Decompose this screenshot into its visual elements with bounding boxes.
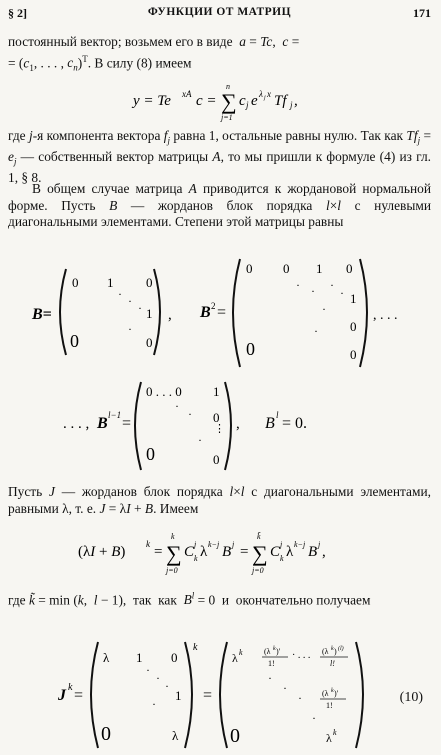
- svg-text:λ: λ: [232, 651, 238, 665]
- svg-text:k−j: k−j: [208, 540, 220, 549]
- svg-text:0: 0: [230, 725, 240, 747]
- svg-text:k: k: [171, 532, 175, 541]
- svg-text:C: C: [184, 544, 195, 560]
- svg-text:j: j: [246, 100, 249, 110]
- svg-text:j=1: j=1: [221, 113, 233, 122]
- svg-text:∑: ∑: [252, 541, 268, 566]
- svg-text:0: 0: [350, 319, 357, 334]
- svg-text:k: k: [239, 648, 243, 657]
- svg-text:)′: )′: [334, 689, 339, 698]
- svg-text:⋮: ⋮: [214, 423, 225, 435]
- svg-text:λ: λ: [200, 544, 208, 560]
- svg-text:0 . . . 0: 0 . . . 0: [146, 384, 182, 399]
- svg-text:∑: ∑: [166, 541, 182, 566]
- svg-text:=: =: [154, 544, 163, 560]
- svg-text:k: k: [68, 682, 73, 693]
- svg-text:0: 0: [283, 261, 290, 276]
- svg-text:l−1: l−1: [108, 410, 122, 420]
- svg-text:1: 1: [136, 650, 143, 665]
- paragraph-5: [8, 588, 431, 609]
- svg-text:1: 1: [316, 261, 323, 276]
- jordan-block-matrix: [91, 642, 212, 748]
- svg-text:xA: xA: [182, 89, 192, 99]
- svg-text:=: =: [240, 544, 249, 560]
- svg-text:j: j: [194, 540, 197, 549]
- svg-text:1: 1: [350, 291, 357, 306]
- svg-text:l: l: [276, 410, 279, 420]
- svg-text:k: k: [146, 539, 150, 549]
- svg-text:Tf: Tf: [274, 93, 287, 109]
- svg-text:y = Te: y = Te: [133, 93, 171, 109]
- svg-text:·: ·: [330, 278, 334, 292]
- svg-text:B: B: [222, 544, 232, 560]
- svg-text:0: 0: [246, 339, 255, 359]
- svg-text:·: ·: [314, 324, 318, 338]
- svg-text:1: 1: [213, 384, 220, 399]
- svg-text:1!: 1!: [326, 701, 333, 710]
- paragraph-2: [8, 128, 431, 187]
- svg-text:·: ·: [165, 679, 169, 693]
- paragraph-1: [8, 34, 431, 76]
- svg-text:0: 0: [146, 335, 153, 350]
- paragraph-5-text: где k̃ = min (k, l − 1), так как $B^l = 0$ и окончательно получаем: [8, 591, 371, 608]
- equation-b-l-zero: [265, 410, 307, 432]
- matrix-b-l-minus-1: [63, 382, 240, 470]
- svg-text:·: ·: [296, 278, 300, 292]
- section-ref: § 2]: [8, 6, 27, 20]
- equation-1-svg: [0, 78, 441, 122]
- svg-text:j: j: [318, 540, 321, 549]
- svg-text:∑: ∑: [221, 89, 237, 114]
- svg-text:·: ·: [138, 301, 142, 315]
- svg-text:λ: λ: [103, 650, 110, 665]
- svg-text:k: k: [280, 554, 284, 563]
- paragraph-3-text: В общем случае матрица A приводится к жордановой нормальной форме. Пусть B — жорданов блок порядка l×l с нулевыми диагональными элементами. Степени этой матрицы равны: [8, 181, 432, 229]
- svg-text:. . . ,: . . . ,: [63, 416, 90, 432]
- svg-text:0: 0: [101, 723, 111, 745]
- svg-text:): ): [334, 647, 337, 656]
- paragraph-2-text: где j-я компонента вектора $f_j$ равна 1, остальные равны нулю. Так как $Tf_j = e_j$ — собственный вектор матрицы A, то мы пришли к формуле (4) из гл. 1, § 8.: [8, 128, 432, 186]
- svg-text:, . . .: , . . .: [373, 308, 398, 323]
- svg-text:0: 0: [146, 444, 155, 464]
- paragraph-3: [8, 181, 431, 231]
- svg-text:e: e: [251, 93, 258, 109]
- equation-10: [0, 636, 441, 754]
- svg-text:B: B: [308, 544, 318, 560]
- svg-text:C: C: [270, 544, 281, 560]
- svg-text:k̃: k̃: [257, 532, 261, 541]
- page-number: 171: [413, 6, 431, 20]
- svg-text:·: ·: [188, 407, 192, 421]
- svg-text:·: ·: [283, 681, 287, 695]
- svg-text:1!: 1!: [268, 659, 275, 668]
- svg-text:1: 1: [107, 275, 114, 290]
- svg-text:(λ: (λ: [264, 647, 271, 656]
- jordan-power-matrix: [220, 642, 363, 748]
- svg-text:,: ,: [322, 544, 326, 560]
- svg-text:0: 0: [213, 410, 220, 425]
- svg-text:· . . .: · . . .: [292, 650, 311, 661]
- svg-text:,: ,: [236, 416, 240, 432]
- matrix-row-bl1: [0, 378, 441, 478]
- svg-text:k: k: [193, 642, 198, 653]
- svg-text:k: k: [273, 646, 276, 652]
- svg-text:j: j: [290, 100, 293, 110]
- equation-1: [0, 78, 441, 122]
- svg-text:j: j: [264, 95, 266, 101]
- running-header: [8, 6, 431, 24]
- svg-text:k−j: k−j: [294, 540, 306, 549]
- svg-text:0: 0: [246, 261, 253, 276]
- svg-text:2: 2: [211, 301, 216, 311]
- paragraph-4: [8, 484, 431, 517]
- svg-text:·: ·: [146, 663, 150, 677]
- svg-text:B: B: [97, 415, 108, 432]
- svg-text:c =: c =: [196, 93, 217, 109]
- equation-2: [0, 524, 441, 578]
- svg-text:·: ·: [128, 322, 132, 336]
- svg-text:·: ·: [311, 284, 315, 298]
- svg-text:J: J: [58, 687, 66, 704]
- svg-text:B=: B=: [32, 306, 52, 323]
- svg-text:j=0: j=0: [166, 566, 178, 575]
- svg-text:k: k: [331, 646, 334, 652]
- svg-text:B: B: [265, 415, 275, 432]
- svg-text:(l): (l): [338, 646, 344, 652]
- svg-text:,: ,: [168, 307, 172, 323]
- svg-text:0: 0: [346, 261, 353, 276]
- matrix-b2: [199, 259, 398, 367]
- svg-text:·: ·: [128, 294, 132, 308]
- svg-text:λ: λ: [259, 89, 263, 99]
- svg-text:k: k: [194, 554, 198, 563]
- running-title: ФУНКЦИИ ОТ МАТРИЦ: [147, 6, 292, 18]
- svg-text:·: ·: [118, 287, 122, 301]
- svg-text:·: ·: [268, 671, 272, 685]
- svg-text:·: ·: [175, 399, 179, 413]
- svg-text:=: =: [122, 415, 132, 432]
- svg-text:=: =: [74, 687, 84, 704]
- paragraph-1-line-1: постоянный вектор; возьмем его в виде a = Tc, c =: [8, 34, 300, 49]
- matrix-b: [31, 269, 172, 355]
- svg-text:·: ·: [198, 433, 202, 447]
- matrix-row-b-b2: [0, 255, 441, 375]
- svg-text:·: ·: [322, 302, 326, 316]
- svg-text:·: ·: [152, 697, 156, 711]
- svg-text:k: k: [333, 728, 337, 737]
- svg-text:0: 0: [171, 650, 178, 665]
- svg-text:λ: λ: [286, 544, 294, 560]
- svg-text:0: 0: [350, 347, 357, 362]
- svg-text:0: 0: [146, 275, 153, 290]
- svg-text:·: ·: [312, 711, 316, 725]
- svg-text:λ: λ: [326, 731, 332, 745]
- paragraph-1-line-2: = ($c_1$, . . . , $c_n)^T$. В силу (8) имеем: [8, 53, 192, 73]
- svg-text:k: k: [331, 688, 334, 694]
- svg-text:n: n: [226, 82, 230, 91]
- svg-text:·: ·: [298, 691, 302, 705]
- paragraph-4-text: Пусть J — жорданов блок порядка l×l с диагональными элементами, равными λ, т. е. J = λI + B. Имеем: [8, 484, 431, 516]
- svg-text:1: 1: [175, 688, 182, 703]
- svg-text:x: x: [267, 89, 271, 99]
- svg-text:(λI + B): (λI + B): [78, 544, 126, 560]
- jordan-power-lhs: [57, 682, 83, 704]
- svg-text:j: j: [280, 540, 283, 549]
- svg-text:(λ: (λ: [322, 689, 329, 698]
- equation-number: (10): [399, 690, 423, 705]
- svg-text:(λ: (λ: [322, 647, 329, 656]
- svg-text:j=0: j=0: [252, 566, 264, 575]
- svg-text:j: j: [232, 540, 235, 549]
- svg-text:·: ·: [340, 286, 344, 300]
- svg-text:c: c: [239, 93, 246, 109]
- svg-text:1: 1: [146, 306, 153, 321]
- svg-text:)′: )′: [276, 647, 281, 656]
- svg-text:0: 0: [213, 452, 220, 467]
- svg-text:0: 0: [72, 275, 79, 290]
- svg-text:,: ,: [294, 93, 298, 109]
- svg-text:= 0.: = 0.: [282, 415, 308, 432]
- svg-text:0: 0: [70, 331, 79, 351]
- svg-text:=: =: [217, 304, 227, 321]
- svg-text:=: =: [203, 687, 213, 704]
- svg-text:l!: l!: [330, 659, 335, 668]
- svg-text:B: B: [200, 304, 211, 321]
- svg-text:·: ·: [156, 671, 160, 685]
- svg-text:λ: λ: [172, 728, 179, 743]
